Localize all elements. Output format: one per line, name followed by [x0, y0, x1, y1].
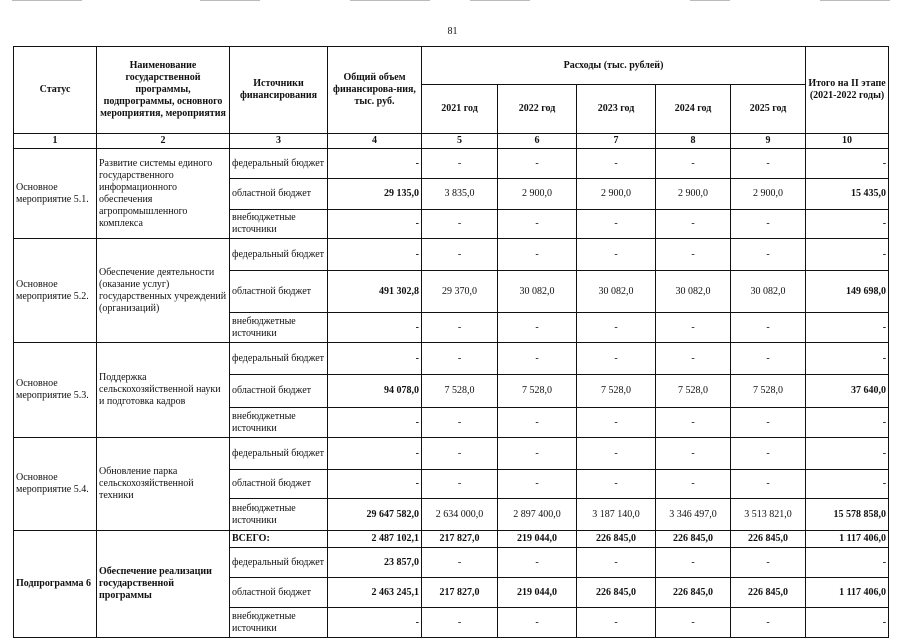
- budget-table: [13, 46, 889, 638]
- year-value-cell: -: [577, 408, 656, 438]
- name-cell: Поддержка сельскохозяйственной науки и подготовка кадров: [97, 343, 230, 438]
- stage-total-cell: 15 435,0: [806, 179, 889, 210]
- year-value-cell: -: [577, 313, 656, 343]
- total-cell: 29 647 582,0: [328, 499, 422, 531]
- stage-total-cell: -: [806, 313, 889, 343]
- column-number: 3: [230, 134, 328, 149]
- year-value-cell: -: [656, 313, 731, 343]
- status-cell: Основное мероприятие 5.2.: [14, 239, 97, 343]
- year-value-cell: 3 513 821,0: [731, 499, 806, 531]
- year-value-cell: 219 044,0: [498, 531, 577, 548]
- stage-total-cell: -: [806, 438, 889, 470]
- year-value-cell: -: [577, 210, 656, 239]
- header-status: Статус: [14, 47, 97, 134]
- year-value-cell: -: [498, 608, 577, 638]
- status-cell: Основное мероприятие 5.1.: [14, 149, 97, 239]
- year-value-cell: 226 845,0: [577, 531, 656, 548]
- total-cell: -: [328, 438, 422, 470]
- year-value-cell: -: [577, 470, 656, 499]
- year-value-cell: -: [422, 343, 498, 375]
- year-value-cell: 2 900,0: [498, 179, 577, 210]
- year-value-cell: -: [731, 313, 806, 343]
- table-row: [14, 531, 889, 548]
- total-cell: -: [328, 210, 422, 239]
- year-value-cell: 2 634 000,0: [422, 499, 498, 531]
- header-year: 2022 год: [498, 85, 577, 134]
- stage-total-cell: 37 640,0: [806, 375, 889, 408]
- header-source: Источники финансирования: [230, 47, 328, 134]
- header-name: Наименование государственной программы, подпрограммы, основного мероприятия, мероприятия: [97, 47, 230, 134]
- status-cell: Подпрограмма 6: [14, 531, 97, 638]
- year-value-cell: -: [498, 239, 577, 271]
- source-cell: областной бюджет: [230, 470, 328, 499]
- year-value-cell: 7 528,0: [656, 375, 731, 408]
- year-value-cell: 226 845,0: [731, 531, 806, 548]
- year-value-cell: 30 082,0: [731, 271, 806, 313]
- column-number: 10: [806, 134, 889, 149]
- year-value-cell: 7 528,0: [577, 375, 656, 408]
- status-cell: Основное мероприятие 5.3.: [14, 343, 97, 438]
- year-value-cell: -: [731, 343, 806, 375]
- year-value-cell: -: [422, 408, 498, 438]
- status-cell: Основное мероприятие 5.4.: [14, 438, 97, 531]
- year-value-cell: 2 900,0: [731, 179, 806, 210]
- table-body: [14, 134, 889, 638]
- stage-total-cell: -: [806, 608, 889, 638]
- year-value-cell: -: [422, 470, 498, 499]
- header-expenses: Расходы (тыс. рублей): [422, 47, 806, 85]
- year-value-cell: 226 845,0: [731, 578, 806, 608]
- header-stage-total: Итого на II этапе (2021-2022 годы): [806, 47, 889, 134]
- column-number: 9: [731, 134, 806, 149]
- year-value-cell: -: [731, 239, 806, 271]
- name-cell: Обновление парка сельскохозяйственной техники: [97, 438, 230, 531]
- table-row: [14, 438, 889, 470]
- header-year: 2024 год: [656, 85, 731, 134]
- scan-edge-line: [12, 0, 82, 1]
- year-value-cell: -: [577, 239, 656, 271]
- stage-total-cell: 1 117 406,0: [806, 531, 889, 548]
- total-cell: -: [328, 239, 422, 271]
- table-header: [14, 47, 889, 134]
- total-cell: 94 078,0: [328, 375, 422, 408]
- year-value-cell: 217 827,0: [422, 531, 498, 548]
- year-value-cell: -: [498, 149, 577, 179]
- column-number: 4: [328, 134, 422, 149]
- year-value-cell: -: [498, 313, 577, 343]
- year-value-cell: 2 900,0: [577, 179, 656, 210]
- column-number: 2: [97, 134, 230, 149]
- total-cell: -: [328, 343, 422, 375]
- year-value-cell: 226 845,0: [656, 531, 731, 548]
- year-value-cell: 7 528,0: [498, 375, 577, 408]
- source-cell: ВСЕГО:: [230, 531, 328, 548]
- year-value-cell: -: [498, 548, 577, 578]
- stage-total-cell: 1 117 406,0: [806, 578, 889, 608]
- year-value-cell: 219 044,0: [498, 578, 577, 608]
- column-number: 1: [14, 134, 97, 149]
- year-value-cell: 2 900,0: [656, 179, 731, 210]
- stage-total-cell: 149 698,0: [806, 271, 889, 313]
- year-value-cell: -: [731, 608, 806, 638]
- year-value-cell: -: [422, 313, 498, 343]
- year-value-cell: 3 187 140,0: [577, 499, 656, 531]
- total-cell: 2 487 102,1: [328, 531, 422, 548]
- scan-edge-line: [470, 0, 530, 1]
- year-value-cell: -: [656, 470, 731, 499]
- year-value-cell: -: [656, 149, 731, 179]
- year-value-cell: -: [731, 408, 806, 438]
- year-value-cell: -: [577, 608, 656, 638]
- year-value-cell: 7 528,0: [731, 375, 806, 408]
- source-cell: внебюджетные источники: [230, 210, 328, 239]
- total-cell: 2 463 245,1: [328, 578, 422, 608]
- total-cell: 23 857,0: [328, 548, 422, 578]
- year-value-cell: 7 528,0: [422, 375, 498, 408]
- year-value-cell: -: [422, 438, 498, 470]
- year-value-cell: -: [422, 210, 498, 239]
- table-row: [14, 343, 889, 375]
- stage-total-cell: 15 578 858,0: [806, 499, 889, 531]
- year-value-cell: -: [656, 438, 731, 470]
- year-value-cell: 30 082,0: [498, 271, 577, 313]
- page-number: 81: [447, 26, 458, 37]
- year-value-cell: 226 845,0: [656, 578, 731, 608]
- header-year: 2025 год: [731, 85, 806, 134]
- total-cell: 29 135,0: [328, 179, 422, 210]
- year-value-cell: 226 845,0: [577, 578, 656, 608]
- year-value-cell: 3 835,0: [422, 179, 498, 210]
- year-value-cell: -: [731, 149, 806, 179]
- stage-total-cell: -: [806, 343, 889, 375]
- header-year: 2023 год: [577, 85, 656, 134]
- total-cell: -: [328, 149, 422, 179]
- year-value-cell: -: [498, 343, 577, 375]
- total-cell: 491 302,8: [328, 271, 422, 313]
- year-value-cell: -: [656, 343, 731, 375]
- year-value-cell: 30 082,0: [577, 271, 656, 313]
- year-value-cell: 29 370,0: [422, 271, 498, 313]
- source-cell: областной бюджет: [230, 375, 328, 408]
- year-value-cell: -: [422, 149, 498, 179]
- scan-edge-line: [820, 0, 890, 1]
- source-cell: внебюджетные источники: [230, 313, 328, 343]
- total-cell: -: [328, 470, 422, 499]
- year-value-cell: -: [656, 239, 731, 271]
- year-value-cell: -: [577, 149, 656, 179]
- column-number: 8: [656, 134, 731, 149]
- year-value-cell: -: [422, 239, 498, 271]
- year-value-cell: -: [498, 438, 577, 470]
- year-value-cell: -: [577, 548, 656, 578]
- year-value-cell: -: [577, 343, 656, 375]
- column-number-row: [14, 134, 889, 149]
- stage-total-cell: -: [806, 210, 889, 239]
- source-cell: федеральный бюджет: [230, 239, 328, 271]
- year-value-cell: -: [498, 210, 577, 239]
- scan-edge-line: [350, 0, 430, 1]
- total-cell: -: [328, 313, 422, 343]
- year-value-cell: -: [731, 470, 806, 499]
- year-value-cell: -: [731, 438, 806, 470]
- source-cell: областной бюджет: [230, 578, 328, 608]
- column-number: 5: [422, 134, 498, 149]
- year-value-cell: -: [656, 608, 731, 638]
- table-row: [14, 239, 889, 271]
- year-value-cell: -: [656, 210, 731, 239]
- source-cell: внебюджетные источники: [230, 408, 328, 438]
- year-value-cell: 30 082,0: [656, 271, 731, 313]
- source-cell: областной бюджет: [230, 271, 328, 313]
- scan-edge-line: [690, 0, 730, 1]
- source-cell: федеральный бюджет: [230, 149, 328, 179]
- stage-total-cell: -: [806, 548, 889, 578]
- year-value-cell: 217 827,0: [422, 578, 498, 608]
- name-cell: Развитие системы единого государственного информационного обеспечения агропромышленного комплекса: [97, 149, 230, 239]
- year-value-cell: -: [731, 210, 806, 239]
- source-cell: внебюджетные источники: [230, 608, 328, 638]
- year-value-cell: -: [498, 470, 577, 499]
- stage-total-cell: -: [806, 239, 889, 271]
- stage-total-cell: -: [806, 149, 889, 179]
- source-cell: федеральный бюджет: [230, 548, 328, 578]
- source-cell: федеральный бюджет: [230, 343, 328, 375]
- header-year: 2021 год: [422, 85, 498, 134]
- year-value-cell: -: [498, 408, 577, 438]
- year-value-cell: -: [422, 608, 498, 638]
- column-number: 6: [498, 134, 577, 149]
- year-value-cell: -: [422, 548, 498, 578]
- year-value-cell: 2 897 400,0: [498, 499, 577, 531]
- column-number: 7: [577, 134, 656, 149]
- source-cell: областной бюджет: [230, 179, 328, 210]
- stage-total-cell: -: [806, 408, 889, 438]
- stage-total-cell: -: [806, 470, 889, 499]
- scan-edge-line: [200, 0, 260, 1]
- header-total: Общий объем финансирова-ния, тыс. руб.: [328, 47, 422, 134]
- year-value-cell: -: [577, 438, 656, 470]
- year-value-cell: -: [656, 548, 731, 578]
- table-row: [14, 149, 889, 179]
- source-cell: внебюджетные источники: [230, 499, 328, 531]
- year-value-cell: -: [731, 548, 806, 578]
- name-cell: Обеспечение реализации государственной программы: [97, 531, 230, 638]
- year-value-cell: 3 346 497,0: [656, 499, 731, 531]
- year-value-cell: -: [656, 408, 731, 438]
- source-cell: федеральный бюджет: [230, 438, 328, 470]
- total-cell: -: [328, 408, 422, 438]
- total-cell: -: [328, 608, 422, 638]
- name-cell: Обеспечение деятельности (оказание услуг) государственных учреждений (организаций): [97, 239, 230, 343]
